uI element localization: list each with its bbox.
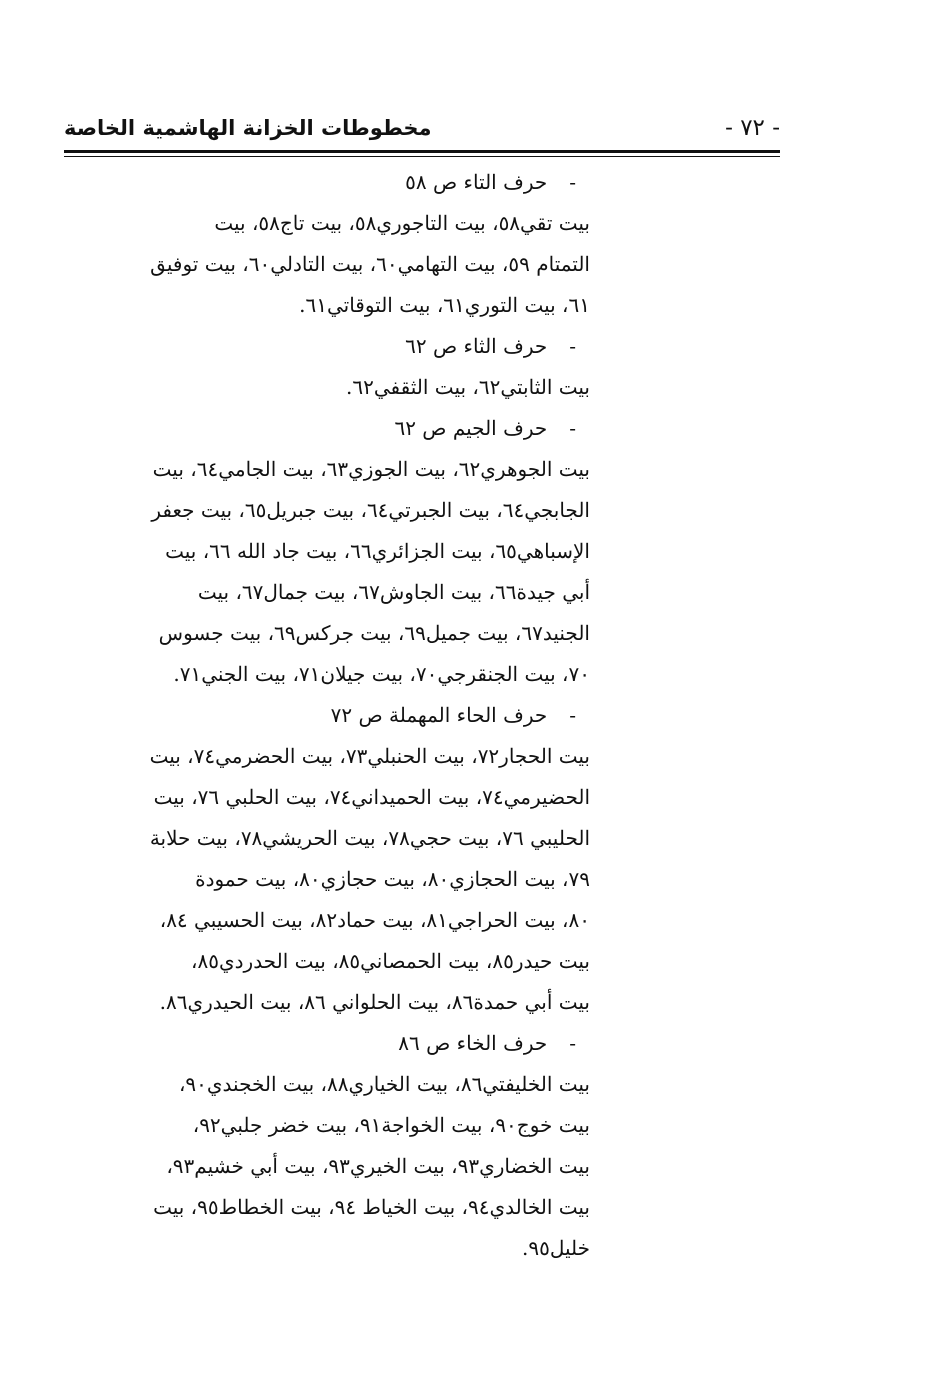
text-line: الجابجي٦٤، بيت الجبرتي٦٤، بيت جبريل٦٥، بيت جعفر: [151, 498, 590, 522]
text-line: بيت أبي حمدة٨٦، بيت الحلواني ٨٦، بيت الحيدري٨٦.: [159, 990, 590, 1014]
heading-dash: -: [569, 334, 576, 358]
section-heading: [78, 408, 590, 449]
text-line: بيت حيدر٨٥، بيت الحمصاني٨٥، بيت الحدردي٨٥،: [191, 949, 590, 973]
heading-dash: -: [569, 170, 576, 194]
section-heading: [78, 162, 590, 203]
section-heading-text: حرف الجيم ص ٦٢: [394, 416, 548, 440]
page-body: [78, 162, 590, 1269]
text-line: الجنيد٦٧، بيت جميل٦٩، بيت جركس٦٩، بيت جسوس: [158, 621, 590, 645]
text-line: الحضيرمي٧٤، بيت الحميداني٧٤، بيت الحلبي ٧٦، بيت: [153, 785, 590, 809]
text-line: بيت الخضاري٩٣، بيت الخيري٩٣، بيت أبي خشيم٩٣،: [166, 1154, 590, 1178]
text-line: ٧٩، بيت الحجازي٨٠، بيت حجازي٨٠، بيت حمودة: [195, 867, 590, 891]
text-line: بيت الخليفتي٨٦، بيت الخياري٨٨، بيت الخجندي٩٠،: [178, 1072, 590, 1096]
text-line: بيت تقي٥٨، بيت التاجوري٥٨، بيت تاج٥٨، بيت: [214, 211, 590, 235]
text-line: ٧٠، بيت الجنقرجي٧٠، بيت جيلان٧١، بيت الجني٧١.: [173, 662, 590, 686]
heading-dash: -: [569, 1031, 576, 1055]
text-line: بيت الخالدي٩٤، بيت الخياط ٩٤، بيت الخطاط٩٥، بيت: [153, 1195, 590, 1219]
text-line: الحليبي ٧٦، بيت حجي٧٨، بيت الحريشي٧٨، بيت حلابة: [149, 826, 590, 850]
heading-dash: -: [569, 416, 576, 440]
header-rule-thin: [64, 156, 780, 157]
text-line: بيت الحجار٧٢، بيت الحنبلي٧٣، بيت الحضرمي٧٤، بيت: [149, 744, 590, 768]
text-line: ٦١، بيت التوري٦١، بيت التوقاتي٦١.: [299, 293, 590, 317]
header-rule-thick: [64, 150, 780, 153]
section-heading: [78, 1023, 590, 1064]
page-number: - ٧٢ -: [725, 115, 780, 141]
section-heading-text: حرف الحاء المهملة ص ٧٢: [330, 703, 548, 727]
heading-dash: -: [569, 703, 576, 727]
text-line: بيت الثابتي٦٢، بيت الثقفي٦٢.: [346, 375, 590, 399]
text-line: خليل٩٥.: [521, 1236, 590, 1260]
section-heading: [78, 695, 590, 736]
text-line: بيت الجوهري٦٢، بيت الجوزي٦٣، بيت الجامي٦٤، بيت: [152, 457, 590, 481]
page-header: [64, 108, 780, 148]
running-title: مخطوطات الخزانة الهاشمية الخاصة: [64, 116, 432, 140]
text-line: الإسباهي٦٥، بيت الجزائري٦٦، بيت جاد الله ٦٦، بيت: [165, 539, 590, 563]
section-heading-text: حرف الثاء ص ٦٢: [405, 334, 548, 358]
text-line: أبي جيدة٦٦، بيت الجاوش٦٧، بيت جمال٦٧، بيت: [197, 580, 590, 604]
book-page: [64, 0, 780, 1374]
text-line: ٨٠، بيت الحراجي٨١، بيت حماد٨٢، بيت الحسيبي ٨٤،: [159, 908, 590, 932]
section-heading: [78, 326, 590, 367]
section-heading-text: حرف الخاء ص ٨٦: [398, 1031, 548, 1055]
text-line: بيت خوج٩٠، بيت الخواجة٩١، بيت خضر جلبي٩٢،: [192, 1113, 590, 1137]
section-heading-text: حرف التاء ص ٥٨: [405, 170, 548, 194]
text-line: التمتام ٥٩، بيت التهامي٦٠، بيت التادلي٦٠، بيت توفيق: [150, 252, 590, 276]
